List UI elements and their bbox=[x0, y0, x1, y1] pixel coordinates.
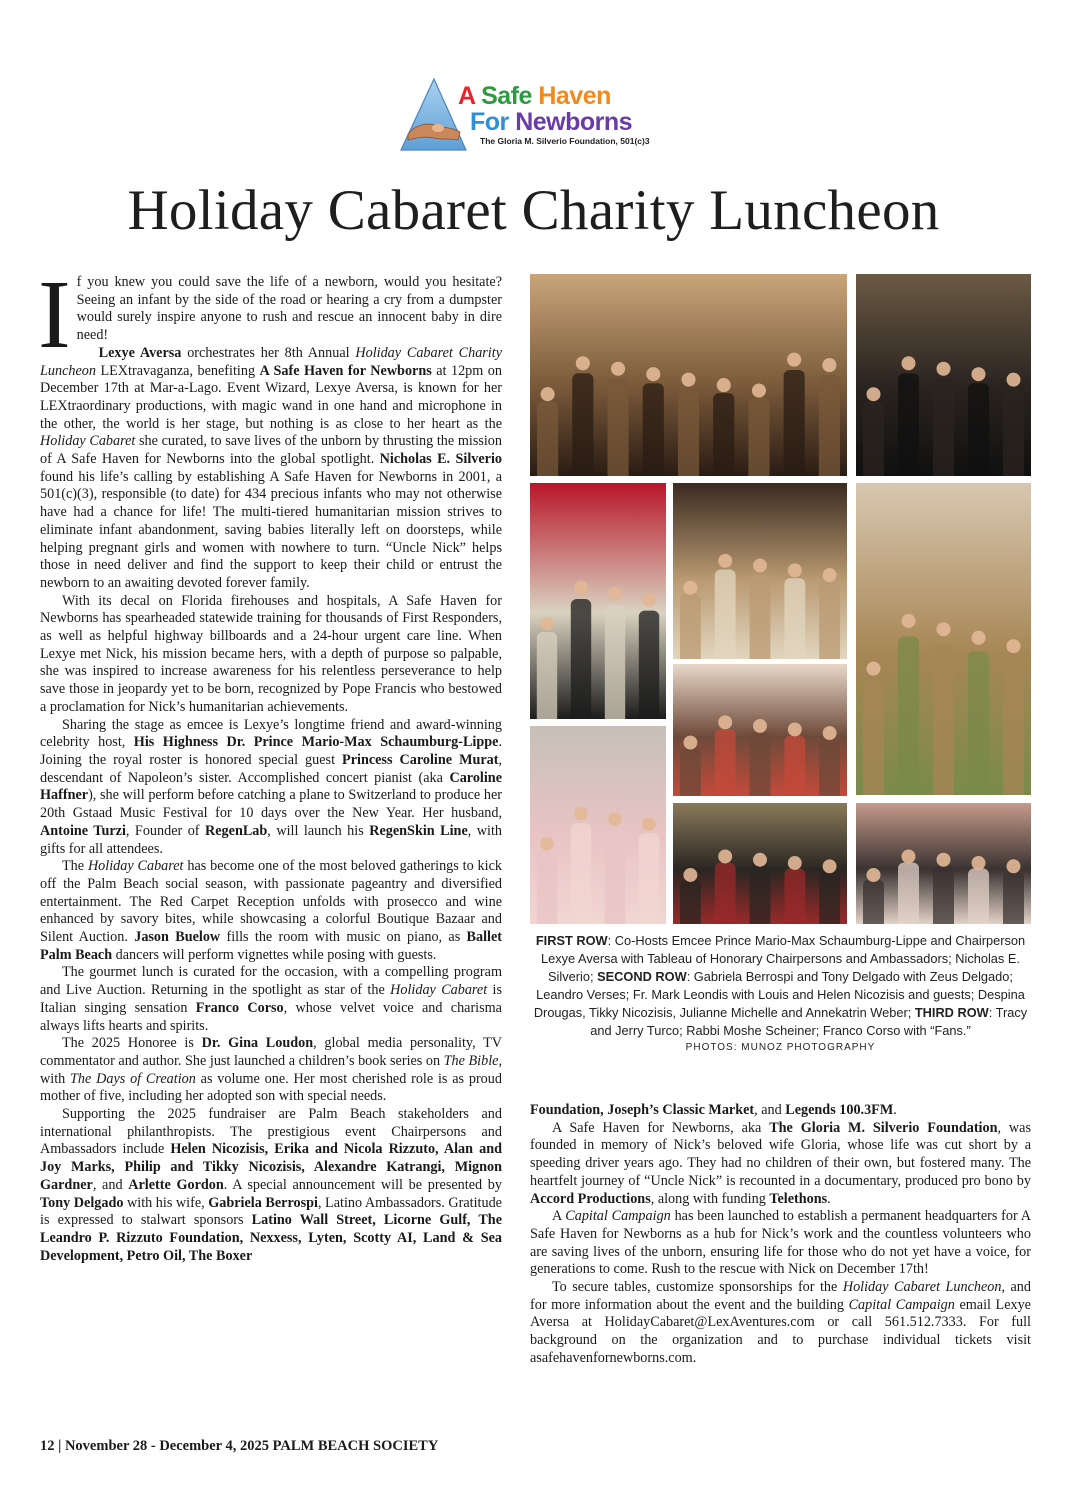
r2-t2: , was founded in memory of Nick’s beloved wife Gloria, whose life was cut short by a speeding driver years ago. They had no children of their own, but fostered many. The heartfelt journey of “Uncle Nick” is recounted in a documentary, produced pro bono by bbox=[530, 1119, 1031, 1189]
p6-t2: is Italian singing sensation bbox=[40, 982, 502, 1016]
page-number: 12 bbox=[40, 1438, 55, 1454]
caption-row2-text: : Gabriela Berrospi and Tony Delgado with Zeus Delgado; Leandro Verses; Fr. Mark Leondis with Louis and Helen Nicozisis and guests; Despina Drougas, Tikky Nicozisis, Julianne Michelle and Annekatrin Weber; bbox=[533, 969, 1025, 1020]
publication-name: PALM BEACH SOCIETY bbox=[272, 1438, 439, 1454]
paragraph-5 bbox=[40, 858, 502, 964]
r1-b1: Foundation, Joseph’s Classic Market bbox=[530, 1102, 755, 1118]
p6-t1: The gourmet lunch is curated for the occasion, with a compelling program and Live Auction. Returning in the spotlight as star of the bbox=[40, 964, 502, 999]
p4-t7: , with gifts for all attendees. bbox=[40, 822, 503, 857]
paragraph-r4 bbox=[530, 1279, 1031, 1368]
paragraph-2 bbox=[40, 345, 502, 593]
paragraph-3: With its decal on Florida firehouses and hospitals, A Safe Haven for Newborns has spearheaded statewide training for thousands of First Responders, as well as helpful highway billboards and a 24-hour urgent care line. When Lexye met Nick, his mission became hers, with a depth of purpose so palpable, she was inspired to increase awareness for his relentless perseverance to help save those in jeopardy yet to be born, recognized by Pope Francis who bestowed a proclamation for Nick’s humanitarian achievements. bbox=[40, 592, 502, 715]
paragraph-6 bbox=[40, 964, 502, 1035]
p4-b6: RegenSkin Line bbox=[369, 822, 468, 839]
r2-b2: Accord Productions bbox=[530, 1190, 651, 1207]
p5-b1: Jason Buelow bbox=[134, 929, 221, 946]
p5-b2: Ballet Palm Beach bbox=[40, 929, 503, 963]
p8-t5: , Latino Ambassadors. Gratitude is expressed to stalwart sponsors bbox=[40, 1194, 502, 1229]
p2-i1: Holiday Cabaret Charity Luncheon bbox=[40, 344, 502, 379]
p6-i1: Holiday Cabaret bbox=[390, 982, 488, 999]
four-women-ballroom-photo bbox=[856, 483, 1031, 795]
r3-t2: has been launched to establish a permanent headquarters for A Safe Haven for Newborns as a hub for Nick’s work and the countless volunteers who are saving lives of the unborn, ensuring life for those who do not yet have a voice, for generations to come. Rush to the rescue with Nick on December 17th! bbox=[530, 1208, 1031, 1278]
p6-t3: , whose velvet voice and charisma always lifts hearts and spirits. bbox=[40, 999, 502, 1034]
red-carpet-couple-photo bbox=[530, 483, 666, 719]
paragraph-8 bbox=[40, 1106, 502, 1265]
p8-b2: Arlette Gordon bbox=[128, 1176, 224, 1193]
p4-t4: ), she will perform before catching a plane to Switzerland to produce her 20th Gstaad Music Festival for 10 days over the New Year. Her husband, bbox=[40, 787, 502, 822]
p2-b3: Nicholas E. Silverio bbox=[379, 451, 502, 468]
child-raising-hand-photo bbox=[673, 483, 847, 659]
paragraph-r1 bbox=[530, 1102, 1031, 1120]
photo-credit: PHOTOS: MUNOZ PHOTOGRAPHY bbox=[685, 1042, 876, 1053]
p5-i1: Holiday Cabaret bbox=[87, 858, 184, 875]
speaker-on-stage-photo bbox=[673, 803, 847, 924]
p4-t3: , descendant of Napoleon’s sister. Accomplished concert pianist (aka bbox=[40, 751, 503, 786]
caption-row1-label: FIRST ROW bbox=[535, 933, 608, 948]
r3-t1: A bbox=[552, 1208, 566, 1225]
photo-red-carpet-family bbox=[530, 483, 666, 719]
p4-b3: Caroline Haffner bbox=[40, 769, 502, 804]
r2-b1: The Gloria M. Silverio Foundation bbox=[769, 1119, 998, 1136]
photo-franco-corso-fans bbox=[856, 803, 1031, 924]
article-left-column bbox=[38, 261, 503, 1265]
p7-t4: as volume one. Her most cherished role is as proud mother of five, including her adopted son with special needs. bbox=[40, 1070, 502, 1105]
couple-portrait-photo bbox=[530, 726, 666, 924]
caption-row3-text: : Tracy and Jerry Turco; Rabbi Moshe Scheiner; Franco Corso with “Fans.” bbox=[590, 1005, 1028, 1038]
p8-b3: Tony Delgado bbox=[40, 1194, 124, 1211]
p4-b5: RegenLab bbox=[205, 822, 268, 839]
p2-i2: Holiday Cabaret bbox=[40, 433, 136, 450]
speaker-at-podium-photo bbox=[856, 274, 1031, 476]
photo-guests-table bbox=[673, 664, 847, 796]
r4-i2: Capital Campaign bbox=[848, 1296, 955, 1313]
p5-t2: has become one of the most beloved gatherings to kick off the Palm Beach social season, with passionate pageantry and diversified entertainment. The Red Carpet Reception unfolds with prosecco and wine enhanced by savory bites, while showcasing a colorful Boutique Bazaar and Silent Auction. bbox=[40, 858, 502, 946]
logo-newborns: Newborns bbox=[515, 108, 633, 136]
p4-t6: , will launch his bbox=[267, 822, 370, 839]
logo-tagline: The Gloria M. Silverio Foundation, 501(c)3 bbox=[480, 136, 650, 146]
p7-b1: Dr. Gina Loudon bbox=[201, 1035, 314, 1052]
p4-t2: . Joining the royal roster is honored special guest bbox=[40, 734, 502, 768]
r1-t2: . bbox=[893, 1102, 897, 1118]
p2-t2: LEXtravaganza, benefiting bbox=[95, 362, 260, 379]
singer-with-fans-photo bbox=[856, 803, 1031, 924]
safe-haven-logo bbox=[398, 76, 698, 156]
photo-rabbi-scheiner bbox=[673, 803, 847, 924]
logo-for: For bbox=[470, 108, 516, 136]
p7-t3: , with bbox=[40, 1052, 502, 1087]
p2-b2: A Safe Haven for Newborns bbox=[259, 362, 432, 379]
p8-t2: , and bbox=[92, 1176, 129, 1193]
stage-group-photo bbox=[530, 274, 847, 476]
article-title: Holiday Cabaret Charity Luncheon bbox=[127, 179, 940, 242]
p8-t3: . A special announcement will be presented by bbox=[223, 1176, 502, 1193]
p2-t3: at 12pm on December 17th at Mar-a-Lago. Event Wizard, Lexye Aversa, is known for her LEXtraordinary productions, with magic wand in one hand and microphone in the other, the world is her stage, but nothing is as close to her heart as the bbox=[40, 362, 502, 432]
paragraph-r3 bbox=[530, 1208, 1031, 1279]
photo-gold-ballroom-ladies bbox=[856, 483, 1031, 795]
r1-t1: , and bbox=[754, 1102, 786, 1118]
article-right-column bbox=[530, 1102, 1031, 1368]
r2-b3: Telethons bbox=[769, 1190, 828, 1207]
p8-b1: Helen Nicozisis, Erika and Nicola Rizzuto, Alan and Joy Marks, Philip and Tikky Nicozisis, Alexandre Katrangi, Mignon Gardner bbox=[40, 1141, 502, 1193]
p6-b1: Franco Corso bbox=[195, 999, 284, 1016]
p5-t4: dancers will perform vignettes while posing with guests. bbox=[112, 946, 437, 963]
photo-nicholas-silverio bbox=[856, 274, 1031, 476]
p5-t1: The bbox=[62, 858, 88, 875]
r2-t1: A Safe Haven for Newborns, aka bbox=[552, 1119, 770, 1136]
r2-t3: , along with funding bbox=[650, 1190, 770, 1207]
footer-separator: | bbox=[58, 1438, 62, 1454]
photo-caption bbox=[530, 932, 1031, 1056]
issue-dates: November 28 - December 4, 2025 bbox=[64, 1438, 269, 1454]
p7-i2: The Days of Creation bbox=[70, 1070, 196, 1087]
p7-t1: The 2025 Honoree is bbox=[62, 1035, 202, 1052]
r4-t1: To secure tables, customize sponsorships for the bbox=[552, 1279, 843, 1296]
photo-stage-tableau bbox=[530, 274, 847, 476]
caption-row1-text: : Co-Hosts Emcee Prince Mario-Max Schaumburg-Lippe and Chairperson Lexye Aversa with Tableau of Honorary Chairpersons and Ambassadors; Nicholas E. Silverio; bbox=[541, 933, 1026, 984]
caption-row2-label: SECOND ROW bbox=[597, 969, 687, 984]
paragraph-4 bbox=[40, 717, 502, 859]
p5-t3: fills the room with music on piano, as bbox=[220, 929, 467, 946]
p4-t1: Sharing the stage as emcee is Lexye’s longtime friend and award-winning celebrity host, bbox=[40, 716, 502, 751]
logo-a-safe: A Safe bbox=[458, 82, 539, 110]
p7-t2: , global media personality, TV commentator and author. She just launched a children’s book series on bbox=[40, 1035, 503, 1069]
p4-t5: , Founder of bbox=[125, 822, 206, 839]
guests-at-table-photo bbox=[673, 664, 847, 796]
p2-t5: found his life’s calling by establishing A Safe Haven for Newborns in 2001, a 501(c)(3), responsible (to date) for 434 precious infants who may not otherwise have had a chance for life! The multi-tiered humanitarian mission strives to eliminate infant abandonment, saving babies literally left on doorsteps, while helping pregnant girls and women with nowhere to turn. “Uncle Nick” helps those in need deliver and find the support to keep their child or entrust the newborn to an awaiting devoted forever family. bbox=[40, 468, 502, 591]
paragraph-7 bbox=[40, 1035, 502, 1106]
drop-cap: I bbox=[38, 261, 71, 369]
paragraph-r2 bbox=[530, 1120, 1031, 1209]
r1-b2: Legends 100.3FM bbox=[785, 1102, 894, 1118]
p2-b1: Lexye Aversa bbox=[98, 344, 182, 361]
photo-leandro-verses bbox=[673, 483, 847, 659]
caption-row3-label: THIRD ROW bbox=[914, 1005, 989, 1020]
p8-t4: with his wife, bbox=[123, 1194, 209, 1211]
p4-b4: Antoine Turzi bbox=[40, 822, 126, 839]
logo-line-1 bbox=[458, 82, 611, 110]
r3-i1: Capital Campaign bbox=[565, 1208, 671, 1225]
r4-t3: email Lexye Aversa at HolidayCabaret@LexAventures.com or call 561.512.7333. For full background on the organization and to purchase individual tickets visit asafehavenfornewborns.com. bbox=[530, 1296, 1031, 1366]
p8-t1: Supporting the 2025 fundraiser are Palm Beach stakeholders and international philanthropists. The prestigious event Chairpersons and Ambassadors include bbox=[40, 1106, 502, 1158]
p2-t1: orchestrates her 8th Annual bbox=[181, 344, 356, 361]
p2-t4: she curated, to save lives of the unborn by thrusting the mission of A Safe Haven for Newborns into the global spotlight. bbox=[40, 433, 502, 468]
page-footer bbox=[40, 1438, 438, 1455]
p4-b2: Princess Caroline Murat bbox=[342, 751, 499, 768]
p7-i1: The Bible bbox=[443, 1052, 499, 1069]
p8-b4: Gabriela Berrospi bbox=[208, 1194, 318, 1211]
photo-tracy-jerry-turco bbox=[530, 726, 666, 924]
logo-haven: Haven bbox=[538, 82, 611, 110]
logo-line-2 bbox=[470, 108, 632, 136]
r4-i1: Holiday Cabaret Luncheon bbox=[842, 1279, 1002, 1296]
p1-text: f you knew you could save the life of a newborn, would you hesitate? Seeing an infant by the side of the road or hearing a cry from a dumpster would surely inspire anyone to rush and rescue an innocent baby in dire need! bbox=[76, 274, 502, 344]
r2-t4: . bbox=[827, 1190, 831, 1207]
r4-t2: , and for more information about the event and the building bbox=[530, 1279, 1031, 1313]
p4-b1: His Highness Dr. Prince Mario-Max Schaumburg-Lippe bbox=[133, 734, 499, 751]
p8-b5: Latino Wall Street, Licorne Gulf, The Leandro P. Rizzuto Foundation, Nexxess, Lyten, Scotty AI, Land & Sea Development, Petro Oil, The Boxer bbox=[40, 1212, 502, 1264]
